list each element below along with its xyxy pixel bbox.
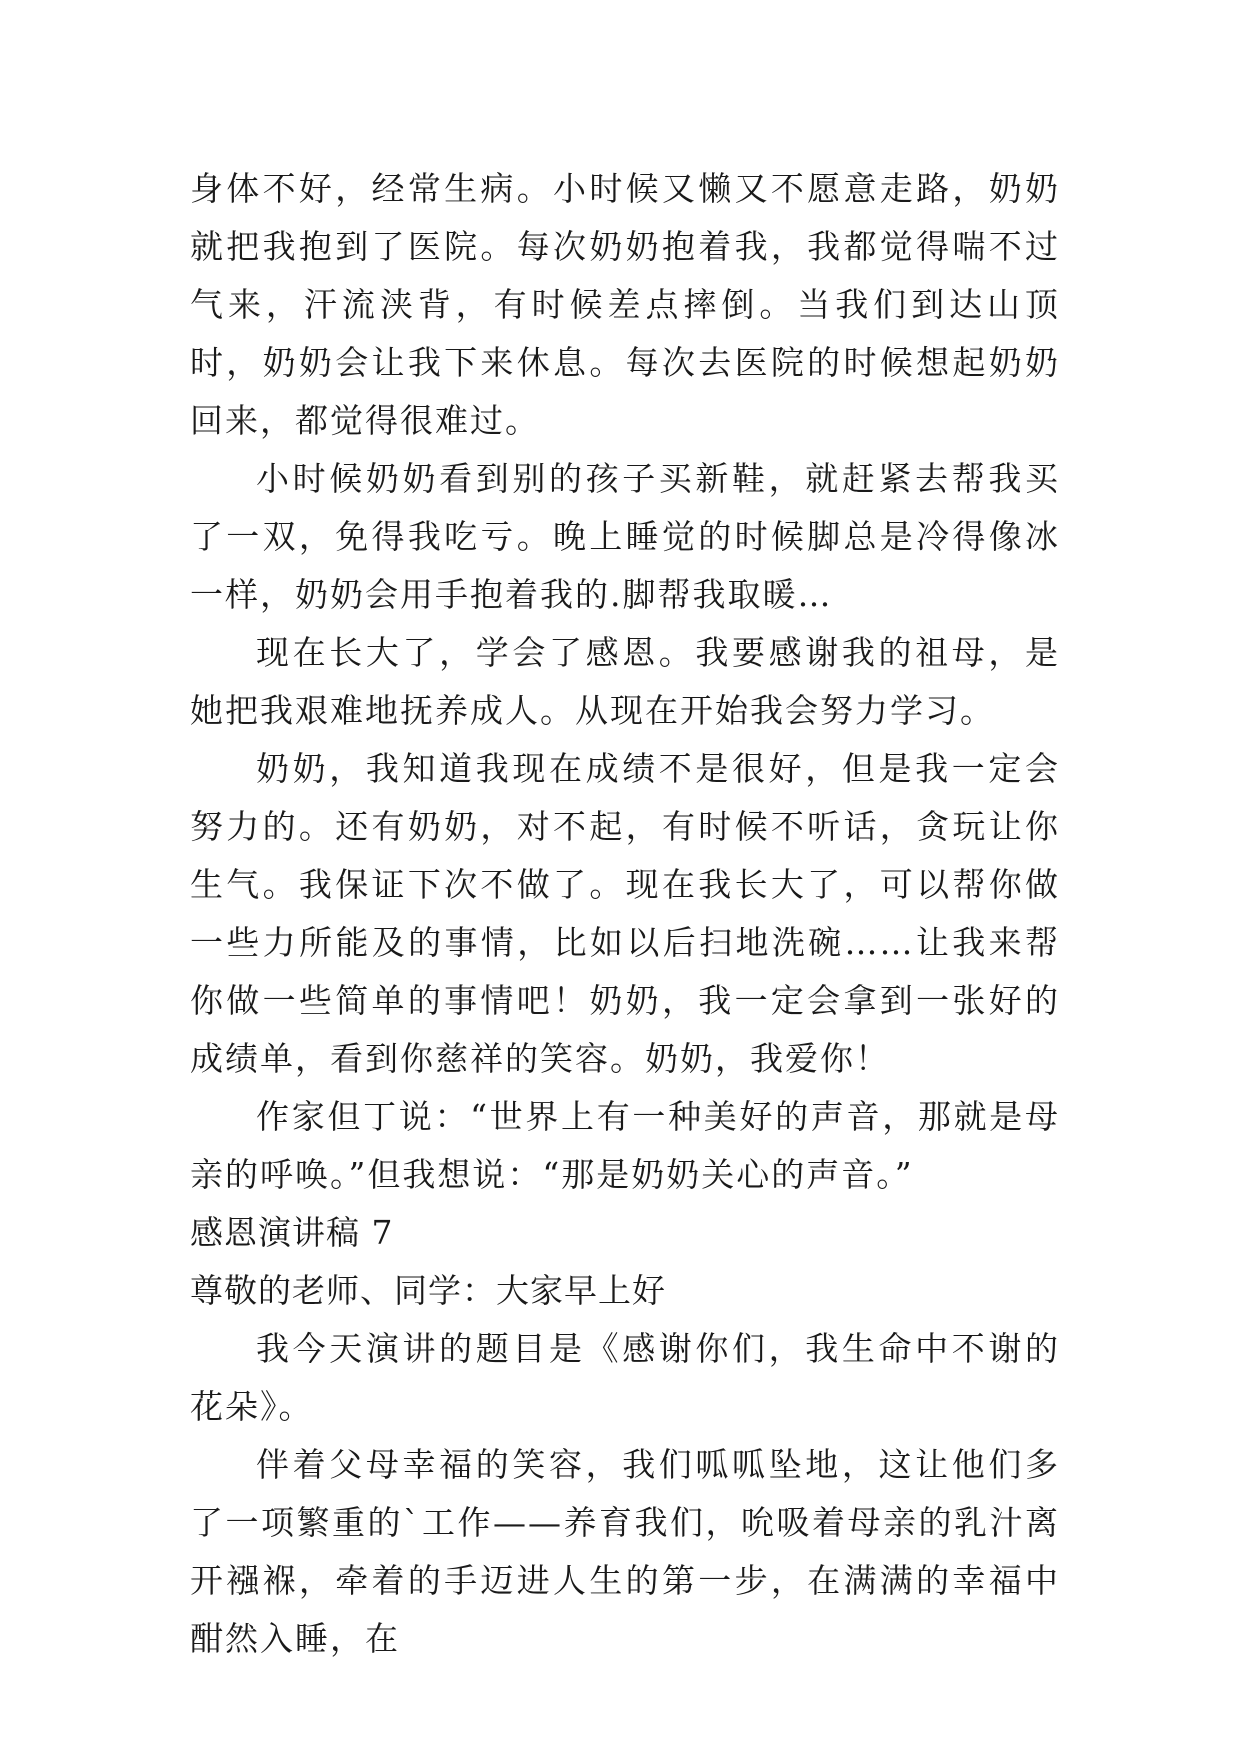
paragraph-parents: 伴着父母幸福的笑容，我们呱呱坠地，这让他们多了一项繁重的`工作——养育我们，吮吸着母亲的乳汁离开襁褓，牵着的手迈进人生的第一步，在满满的幸福中酣然入睡，在	[190, 1445, 1060, 1658]
paragraph-new-shoes: 小时候奶奶看到别的孩子买新鞋，就赶紧去帮我买了一双，免得我吃亏。晚上睡觉的时候脚总是冷得像冰一样，奶奶会用手抱着我的.脚帮我取暖…	[190, 459, 1060, 614]
paragraph-speech-topic: 我今天演讲的题目是《感谢你们，我生命中不谢的花朵》。	[190, 1329, 1060, 1426]
paragraph-continued: 身体不好，经常生病。小时候又懒又不愿意走路，奶奶就把我抱到了医院。每次奶奶抱着我，我都觉得喘不过气来，汗流浃背，有时候差点摔倒。当我们到达山顶时，奶奶会让我下来休息。每次去医院的时候想起奶奶回来，都觉得很难过。	[190, 169, 1060, 440]
paragraph-promise: 奶奶，我知道我现在成绩不是很好，但是我一定会努力的。还有奶奶，对不起，有时候不听话，贪玩让你生气。我保证下次不做了。现在我长大了，可以帮你做一些力所能及的事情，比如以后扫地洗碗……让我来帮你做一些简单的事情吧！奶奶，我一定会拿到一张好的成绩单，看到你慈祥的笑容。奶奶，我爱你！	[190, 749, 1060, 1078]
paragraph-dante-quote: 作家但丁说：“世界上有一种美好的声音，那就是母亲的呼唤。”但我想说：“那是奶奶关心的声音。”	[190, 1097, 1060, 1194]
salutation: 尊敬的老师、同学：大家早上好	[190, 1271, 666, 1310]
section-title: 感恩演讲稿 7	[190, 1213, 394, 1252]
paragraph-grateful: 现在长大了，学会了感恩。我要感谢我的祖母，是她把我艰难地抚养成人。从现在开始我会努力学习。	[190, 633, 1060, 730]
document-body	[190, 160, 1060, 1668]
